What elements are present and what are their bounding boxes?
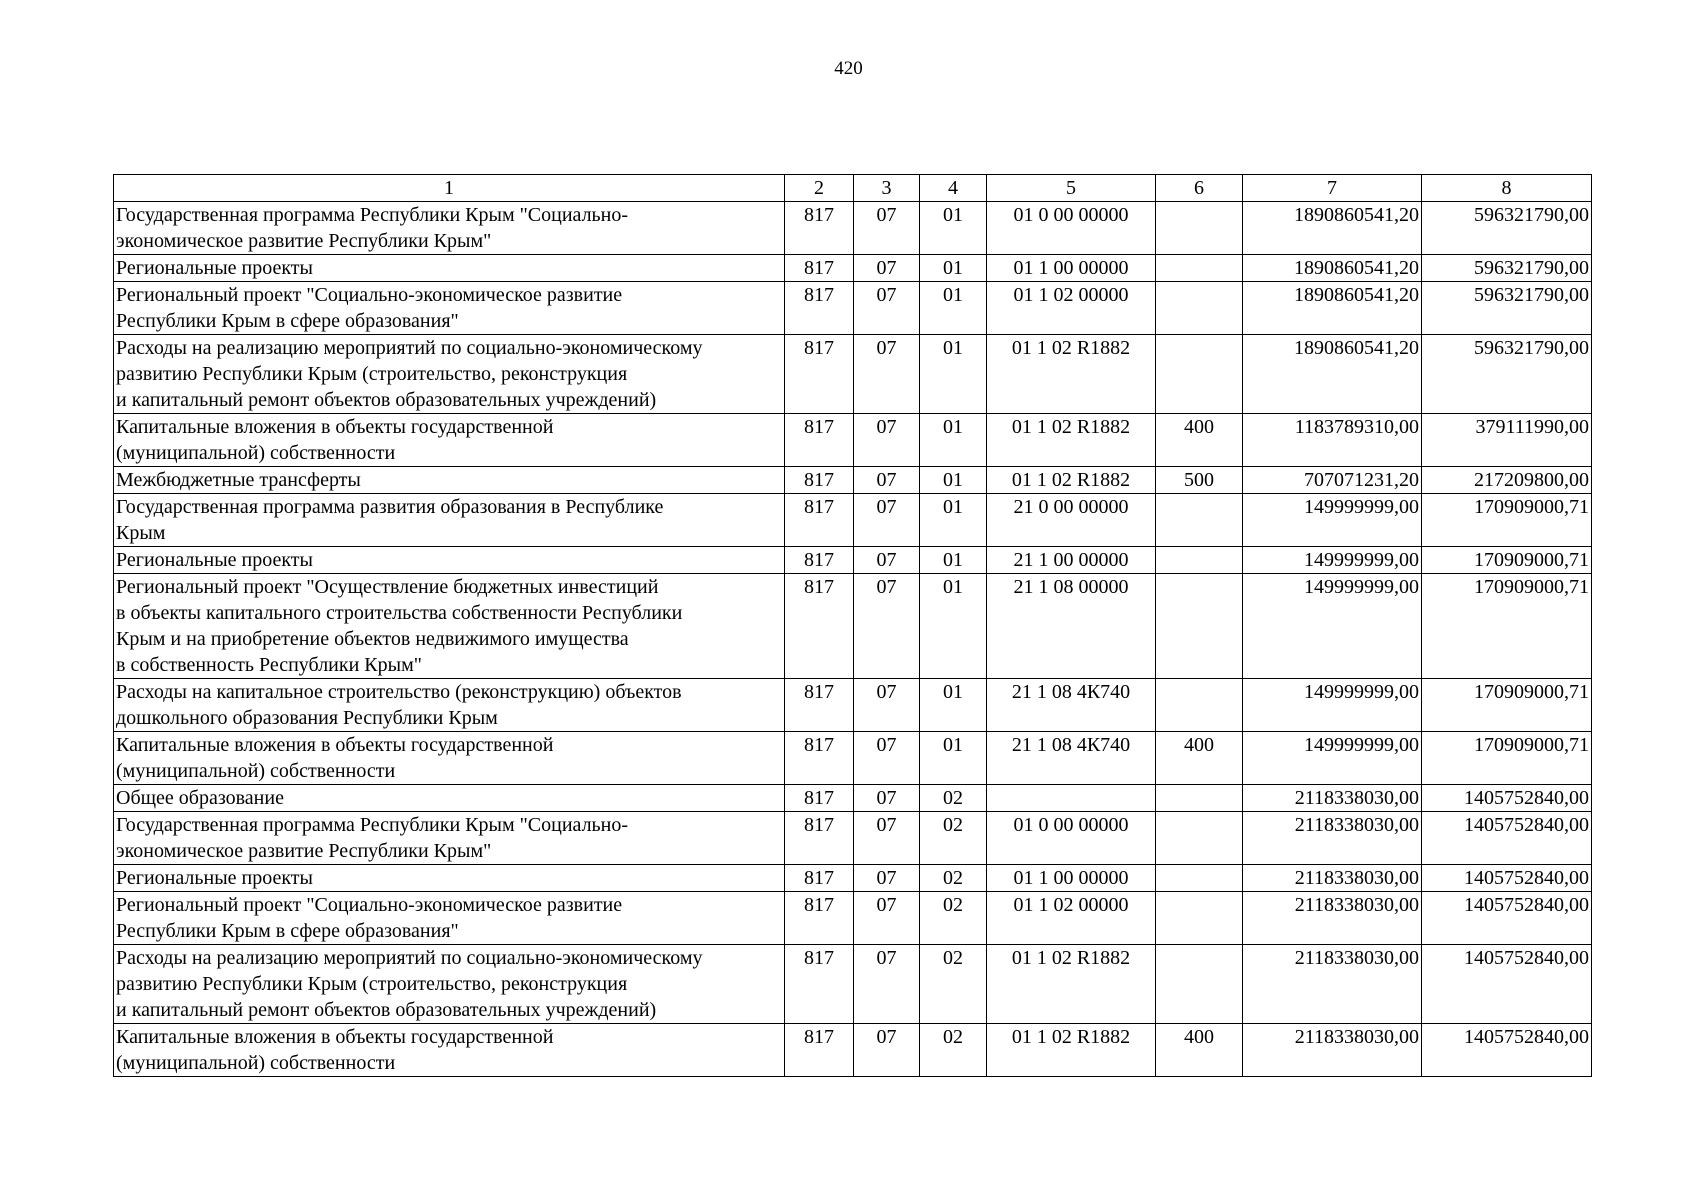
cell-code-5: 01 0 00 00000: [987, 202, 1156, 255]
cell-amount-7: 149999999,00: [1243, 732, 1422, 785]
cell-code-3: 07: [854, 732, 920, 785]
table-row: [114, 547, 1592, 574]
cell-amount-8: 217209800,00: [1422, 467, 1592, 494]
cell-code-4: 02: [920, 785, 987, 812]
table-row: [114, 255, 1592, 282]
budget-table: [113, 174, 1592, 1077]
cell-code-4: 01: [920, 494, 987, 547]
cell-code-3: 07: [854, 679, 920, 732]
cell-amount-8: 170909000,71: [1422, 679, 1592, 732]
row-name: Расходы на реализацию мероприятий по социально-экономическому развитию Республики Крым (строительство, реконструкция и капитальный ремонт объектов образовательных учреждений): [114, 945, 785, 1024]
cell-code-5: 01 1 02 00000: [987, 282, 1156, 335]
row-name: Общее образование: [114, 785, 785, 812]
cell-code-5: 01 0 00 00000: [987, 812, 1156, 865]
cell-code-6: 400: [1156, 732, 1243, 785]
cell-amount-8: 170909000,71: [1422, 547, 1592, 574]
table-body: [114, 202, 1592, 1077]
cell-code-2: 817: [785, 574, 854, 679]
cell-code-6: [1156, 335, 1243, 414]
cell-code-2: 817: [785, 892, 854, 945]
table-row: [114, 679, 1592, 732]
row-name: Региональный проект "Осуществление бюджетных инвестиций в объекты капитального строительства собственности Республики Крым и на приобретение объектов недвижимого имущества в собственность Республики Крым": [114, 574, 785, 679]
cell-code-4: 01: [920, 547, 987, 574]
row-name: Государственная программа Республики Крым "Социально- экономическое развитие Республики Крым": [114, 812, 785, 865]
cell-code-3: 07: [854, 282, 920, 335]
row-name: Государственная программа развития образования в Республике Крым: [114, 494, 785, 547]
cell-code-2: 817: [785, 945, 854, 1024]
row-name: Региональные проекты: [114, 547, 785, 574]
cell-code-4: 01: [920, 335, 987, 414]
cell-code-3: 07: [854, 467, 920, 494]
table-row: [114, 945, 1592, 1024]
cell-amount-8: 1405752840,00: [1422, 812, 1592, 865]
cell-amount-7: 1890860541,20: [1243, 282, 1422, 335]
cell-code-6: 400: [1156, 414, 1243, 467]
column-header: 5: [987, 175, 1156, 202]
table-row: [114, 732, 1592, 785]
cell-code-3: 07: [854, 547, 920, 574]
cell-code-4: 02: [920, 1024, 987, 1077]
cell-code-4: 01: [920, 467, 987, 494]
cell-code-3: 07: [854, 574, 920, 679]
cell-code-4: 01: [920, 202, 987, 255]
table-row: [114, 494, 1592, 547]
cell-code-3: 07: [854, 414, 920, 467]
cell-code-5: 21 1 08 4К740: [987, 732, 1156, 785]
cell-amount-7: 2118338030,00: [1243, 945, 1422, 1024]
cell-code-2: 817: [785, 467, 854, 494]
cell-amount-8: 1405752840,00: [1422, 785, 1592, 812]
cell-code-5: [987, 785, 1156, 812]
cell-amount-8: 596321790,00: [1422, 255, 1592, 282]
cell-code-3: 07: [854, 945, 920, 1024]
column-header: 7: [1243, 175, 1422, 202]
row-name: Государственная программа Республики Крым "Социально- экономическое развитие Республики Крым": [114, 202, 785, 255]
row-name: Расходы на реализацию мероприятий по социально-экономическому развитию Республики Крым (строительство, реконструкция и капитальный ремонт объектов образовательных учреждений): [114, 335, 785, 414]
cell-amount-8: 379111990,00: [1422, 414, 1592, 467]
cell-amount-7: 1183789310,00: [1243, 414, 1422, 467]
cell-code-2: 817: [785, 282, 854, 335]
cell-amount-8: 1405752840,00: [1422, 945, 1592, 1024]
cell-amount-7: 2118338030,00: [1243, 1024, 1422, 1077]
cell-code-6: [1156, 202, 1243, 255]
cell-code-2: 817: [785, 494, 854, 547]
cell-code-5: 21 1 08 00000: [987, 574, 1156, 679]
cell-code-4: 02: [920, 892, 987, 945]
cell-code-6: [1156, 574, 1243, 679]
cell-amount-8: 1405752840,00: [1422, 1024, 1592, 1077]
cell-amount-8: 170909000,71: [1422, 574, 1592, 679]
cell-amount-7: 149999999,00: [1243, 494, 1422, 547]
cell-amount-7: 1890860541,20: [1243, 202, 1422, 255]
page-number: 420: [834, 58, 863, 79]
cell-code-6: [1156, 547, 1243, 574]
cell-code-6: 400: [1156, 1024, 1243, 1077]
cell-code-3: 07: [854, 865, 920, 892]
cell-code-4: 01: [920, 732, 987, 785]
table-row: [114, 785, 1592, 812]
cell-code-3: 07: [854, 812, 920, 865]
cell-code-5: 01 1 00 00000: [987, 255, 1156, 282]
column-header: 4: [920, 175, 987, 202]
cell-amount-7: 1890860541,20: [1243, 255, 1422, 282]
cell-code-3: 07: [854, 494, 920, 547]
column-header: 1: [114, 175, 785, 202]
table-row: [114, 574, 1592, 679]
cell-code-5: 01 1 02 R1882: [987, 335, 1156, 414]
cell-code-2: 817: [785, 255, 854, 282]
cell-code-3: 07: [854, 1024, 920, 1077]
table-row: [114, 282, 1592, 335]
cell-code-6: [1156, 282, 1243, 335]
row-name: Региональный проект "Социально-экономическое развитие Республики Крым в сфере образования": [114, 892, 785, 945]
table-row: [114, 202, 1592, 255]
cell-code-4: 01: [920, 255, 987, 282]
cell-code-4: 01: [920, 282, 987, 335]
cell-amount-7: 149999999,00: [1243, 679, 1422, 732]
cell-code-6: 500: [1156, 467, 1243, 494]
row-name: Капитальные вложения в объекты государственной (муниципальной) собственности: [114, 414, 785, 467]
row-name: Капитальные вложения в объекты государственной (муниципальной) собственности: [114, 732, 785, 785]
cell-code-4: 01: [920, 414, 987, 467]
cell-code-5: 01 1 00 00000: [987, 865, 1156, 892]
cell-code-4: 01: [920, 679, 987, 732]
table-row: [114, 865, 1592, 892]
cell-code-2: 817: [785, 785, 854, 812]
cell-amount-8: 170909000,71: [1422, 732, 1592, 785]
column-header: 6: [1156, 175, 1243, 202]
cell-amount-8: 1405752840,00: [1422, 892, 1592, 945]
column-header: 2: [785, 175, 854, 202]
header-row: [114, 175, 1592, 202]
cell-code-6: [1156, 494, 1243, 547]
column-header: 3: [854, 175, 920, 202]
cell-code-3: 07: [854, 202, 920, 255]
cell-amount-8: 170909000,71: [1422, 494, 1592, 547]
cell-code-3: 07: [854, 255, 920, 282]
cell-code-5: 21 0 00 00000: [987, 494, 1156, 547]
table-row: [114, 414, 1592, 467]
cell-code-2: 817: [785, 547, 854, 574]
table-row: [114, 1024, 1592, 1077]
cell-amount-7: 707071231,20: [1243, 467, 1422, 494]
cell-code-2: 817: [785, 202, 854, 255]
cell-code-4: 02: [920, 945, 987, 1024]
cell-amount-7: 149999999,00: [1243, 547, 1422, 574]
cell-code-5: 21 1 00 00000: [987, 547, 1156, 574]
cell-code-2: 817: [785, 865, 854, 892]
row-name: Капитальные вложения в объекты государственной (муниципальной) собственности: [114, 1024, 785, 1077]
cell-code-6: [1156, 679, 1243, 732]
cell-code-5: 01 1 02 R1882: [987, 467, 1156, 494]
cell-code-5: 01 1 02 R1882: [987, 414, 1156, 467]
cell-code-3: 07: [854, 892, 920, 945]
row-name: Межбюджетные трансферты: [114, 467, 785, 494]
cell-code-6: [1156, 865, 1243, 892]
cell-code-6: [1156, 812, 1243, 865]
row-name: Расходы на капитальное строительство (реконструкцию) объектов дошкольного образования Республики Крым: [114, 679, 785, 732]
cell-amount-8: 596321790,00: [1422, 335, 1592, 414]
cell-code-4: 02: [920, 812, 987, 865]
cell-code-5: 01 1 02 00000: [987, 892, 1156, 945]
cell-amount-7: 2118338030,00: [1243, 785, 1422, 812]
cell-code-6: [1156, 892, 1243, 945]
cell-code-2: 817: [785, 812, 854, 865]
cell-code-4: 01: [920, 574, 987, 679]
cell-code-5: 21 1 08 4К740: [987, 679, 1156, 732]
cell-code-2: 817: [785, 679, 854, 732]
cell-code-3: 07: [854, 785, 920, 812]
cell-amount-7: 149999999,00: [1243, 574, 1422, 679]
cell-code-3: 07: [854, 335, 920, 414]
cell-code-4: 02: [920, 865, 987, 892]
cell-code-2: 817: [785, 414, 854, 467]
cell-code-5: 01 1 02 R1882: [987, 1024, 1156, 1077]
table-row: [114, 467, 1592, 494]
cell-amount-7: 1890860541,20: [1243, 335, 1422, 414]
cell-code-6: [1156, 945, 1243, 1024]
cell-code-2: 817: [785, 732, 854, 785]
cell-amount-8: 596321790,00: [1422, 282, 1592, 335]
row-name: Региональные проекты: [114, 865, 785, 892]
row-name: Региональные проекты: [114, 255, 785, 282]
table-row: [114, 892, 1592, 945]
cell-amount-7: 2118338030,00: [1243, 892, 1422, 945]
cell-code-2: 817: [785, 1024, 854, 1077]
cell-amount-7: 2118338030,00: [1243, 865, 1422, 892]
cell-code-6: [1156, 785, 1243, 812]
cell-code-2: 817: [785, 335, 854, 414]
cell-code-6: [1156, 255, 1243, 282]
cell-amount-7: 2118338030,00: [1243, 812, 1422, 865]
row-name: Региональный проект "Социально-экономическое развитие Республики Крым в сфере образования": [114, 282, 785, 335]
cell-amount-8: 596321790,00: [1422, 202, 1592, 255]
table-row: [114, 812, 1592, 865]
table-row: [114, 335, 1592, 414]
cell-code-5: 01 1 02 R1882: [987, 945, 1156, 1024]
column-header: 8: [1422, 175, 1592, 202]
cell-amount-8: 1405752840,00: [1422, 865, 1592, 892]
